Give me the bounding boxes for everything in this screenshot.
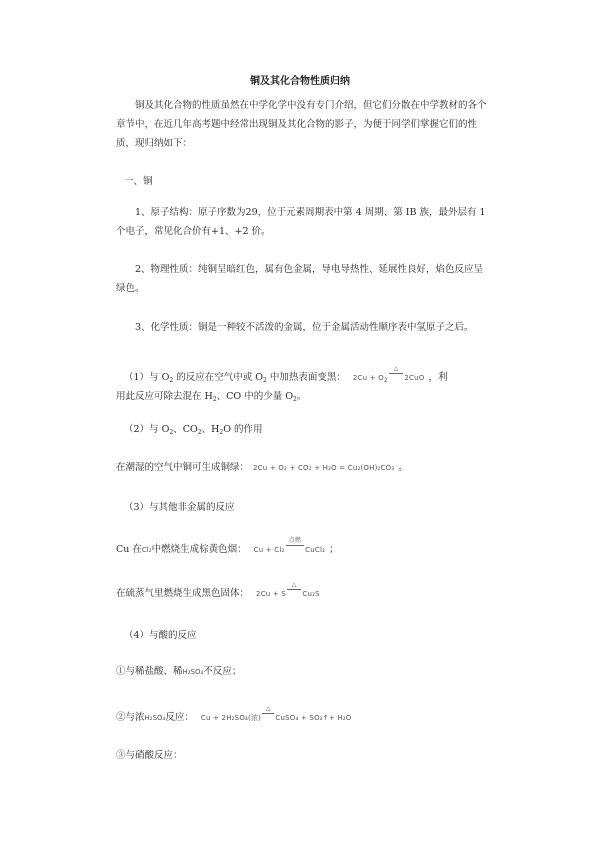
reaction-sulfur-line: 在硫蒸气里燃烧生成黑色固体： 2Cu + S △ ​ Cu₂S: [116, 581, 320, 599]
reaction-dilute-acid-line: ①与稀盐酸、稀H₂SO₄不反应；: [116, 666, 242, 677]
reaction-oxygen-line1: （1）与 $O_2$ 的反应在空气中或 $O_2$ 中加热表面变黑： 2Cu + O2 △ ​ 2CuO ，利: [124, 365, 448, 384]
reaction-oxygen-line2: 用此反应可除去混在 $H_2$、CO 中的少量 $O_2$。: [116, 391, 307, 403]
equation-cu-h2so4: Cu + 2H₂SO₄(浓) △ ​ CuSO₄ + SO₂↑+ H₂O: [200, 705, 352, 722]
reaction-nitric-acid-line: ③与硝酸反应：: [116, 750, 183, 761]
reaction-conc-sulfuric-line: ②与浓H₂SO₄反应： Cu + 2H₂SO₄(浓) △ ​ CuSO₄ + SO₂↑+ H₂O: [116, 705, 352, 723]
item-physical-properties: 2、物理性质：纯铜呈暗红色，属有色金属，导电导热性、延展性良好，焰色反应呈绿色。: [116, 264, 484, 294]
item-chemical-properties: 3、化学性质：铜是一种较不活泼的金属，位于金属活动性顺序表中氢原子之后。: [135, 322, 474, 333]
reaction-nonmetal-heading: （3）与其他非金属的反应: [124, 502, 235, 513]
equation-patina: 2Cu + O₂ + CO₂ + H₂O = Cu₂(OH)₂CO₃: [253, 464, 395, 472]
section-heading-copper: 一、铜: [124, 176, 153, 187]
equation-condition: △ ​: [262, 713, 274, 720]
reaction-chlorine-line: Cu 在Cl₂中燃烧生成棕黄色烟： Cu + Cl₂ 点燃 ​ CuCl₂ ；: [116, 537, 339, 555]
intro-paragraph: 铜及其化合物的性质虽然在中学化学中没有专门介绍，但它们分散在中学教材的各个章节中，在近几年高考题中经常出现铜及其化合物的影子，为便于同学们掌握它们的性质，现归纳如下：: [116, 100, 487, 149]
equation-cu-o2: 2Cu + O2 △ ​ 2CuO: [352, 365, 425, 384]
item-atomic-structure: 1、原子结构：原子序数为29，位于元素周期表中第 4 周期、第 IB 族，最外层有 1 个电子，常见化合价有+1、+2 价。: [116, 207, 486, 237]
reaction-acid-heading: （4）与酸的反应: [124, 630, 197, 641]
reaction-air-heading: （2）与 $O_2$、$CO_2$、$H_2O$ 的作用: [124, 424, 263, 436]
document-title: 铜及其化合物性质归纳: [250, 76, 350, 87]
equation-condition: 点燃 ​: [286, 545, 305, 552]
equation-cu-s: 2Cu + S △ ​ Cu₂S: [256, 581, 320, 598]
equation-cu-cl2: Cu + Cl₂ 点燃 ​ CuCl₂: [253, 537, 326, 554]
equation-condition: △ ​: [389, 373, 403, 380]
reaction-patina-line: 在潮湿的空气中铜可生成铜绿： 2Cu + O₂ + CO₂ + H₂O = Cu₂(OH)₂CO₃ 。: [116, 462, 408, 473]
equation-condition: △ ​: [287, 589, 301, 596]
